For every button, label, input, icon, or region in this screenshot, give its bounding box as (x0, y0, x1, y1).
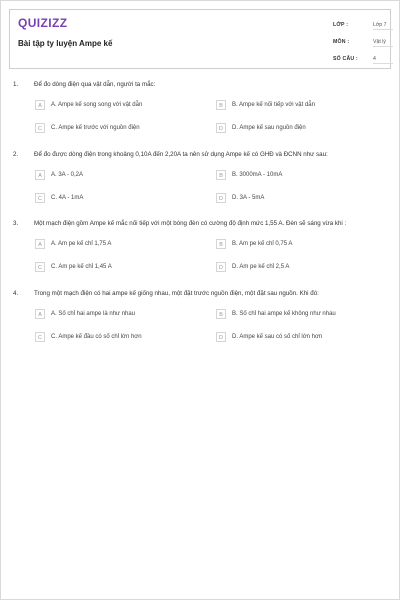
option-d[interactable] (216, 262, 391, 274)
option-c[interactable] (35, 262, 210, 274)
option-text: D. 3A - 5mA (232, 195, 265, 201)
option-letter-box: B (216, 239, 226, 249)
meta-value: Vật lý (373, 39, 393, 47)
option-letter-box: B (216, 170, 226, 180)
worksheet-meta (333, 16, 391, 67)
option-text: A. 3A - 0,2A (51, 172, 84, 178)
option-letter-box: A (35, 309, 45, 319)
option-text: A. Am pe kế chỉ 1,75 A (51, 241, 112, 247)
meta-row-subject (333, 33, 391, 50)
option-text: C. Ampe kế trước với nguồn điện (51, 125, 140, 131)
question-text: Trong một mạch điện có hai ampe kế giống nhau, một đặt trước nguồn điện, một đặt sau nguồn. Khi đó: (34, 290, 319, 297)
option-letter-box: B (216, 100, 226, 110)
option-letter-box: A (35, 239, 45, 249)
option-letter-box: C (35, 332, 45, 342)
question-number: 3. (13, 220, 19, 227)
option-a[interactable] (35, 100, 210, 112)
option-text: B. Ampe kế nối tiếp với vật dẫn (232, 102, 315, 108)
option-b[interactable] (216, 170, 391, 182)
question-number: 4. (13, 290, 19, 297)
option-c[interactable] (35, 332, 210, 344)
meta-value: Lớp 7 (373, 22, 393, 30)
option-a[interactable] (35, 170, 210, 182)
question-text: Một mạch điện gồm Ampe kế mắc nối tiếp với một bóng đèn có cường độ định mức 1,55 A. Đèn sẽ sáng vừa khi : (34, 220, 347, 227)
option-letter-box: D (216, 123, 226, 133)
meta-row-class (333, 16, 391, 33)
option-letter-box: C (35, 123, 45, 133)
option-b[interactable] (216, 100, 391, 112)
option-a[interactable] (35, 309, 210, 321)
option-letter-box: A (35, 100, 45, 110)
option-d[interactable] (216, 332, 391, 344)
option-text: A. Số chỉ hai ampe là như nhau (51, 311, 136, 317)
meta-label: SỐ CÂU : (333, 56, 358, 62)
option-letter-box: C (35, 193, 45, 203)
question-text: Để đo được dòng điện trong khoảng 0,10A đến 2,20A ta nên sử dụng Ampe kế có GHĐ và ĐCNN như sau: (34, 151, 328, 158)
option-d[interactable] (216, 123, 391, 135)
worksheet-title: Bài tập ty luyện Ampe kế (18, 39, 113, 48)
option-d[interactable] (216, 193, 391, 205)
option-text: D. Am pe kế chỉ 2,5 A (232, 264, 290, 270)
option-text: B. 3000mA - 10mA (232, 172, 283, 178)
option-letter-box: C (35, 262, 45, 272)
option-letter-box: D (216, 332, 226, 342)
option-text: A. Ampe kế song song với vật dẫn (51, 102, 143, 108)
option-letter-box: A (35, 170, 45, 180)
option-text: C. Ampe kế đầu có số chỉ lớn hơn (51, 334, 142, 340)
option-text: C. Am pe kế chỉ 1,45 A (51, 264, 112, 270)
meta-row-question-count (333, 50, 391, 67)
worksheet-header (9, 9, 391, 69)
option-text: D. Ampe kế sau có số chỉ lớn hơn (232, 334, 323, 340)
option-letter-box: D (216, 262, 226, 272)
option-text: C. 4A - 1mA (51, 195, 84, 201)
option-b[interactable] (216, 239, 391, 251)
meta-label: MÔN : (333, 39, 350, 45)
option-a[interactable] (35, 239, 210, 251)
option-c[interactable] (35, 193, 210, 205)
option-letter-box: B (216, 309, 226, 319)
meta-label: LỚP : (333, 22, 349, 28)
quizizz-logo: QUIZIZZ (18, 16, 68, 30)
option-c[interactable] (35, 123, 210, 135)
question-number: 2. (13, 151, 19, 158)
option-text: D. Ampe kế sau nguồn điện (232, 125, 306, 131)
option-text: B. Am pe kế chỉ 0,75 A (232, 241, 293, 247)
question-text: Để đo dòng điện qua vật dẫn, người ta mắc: (34, 81, 156, 88)
option-text: B. Số chỉ hai ampe kế không như nhau (232, 311, 336, 317)
option-b[interactable] (216, 309, 391, 321)
question-number: 1. (13, 81, 19, 88)
meta-value: 4 (373, 56, 393, 64)
option-letter-box: D (216, 193, 226, 203)
